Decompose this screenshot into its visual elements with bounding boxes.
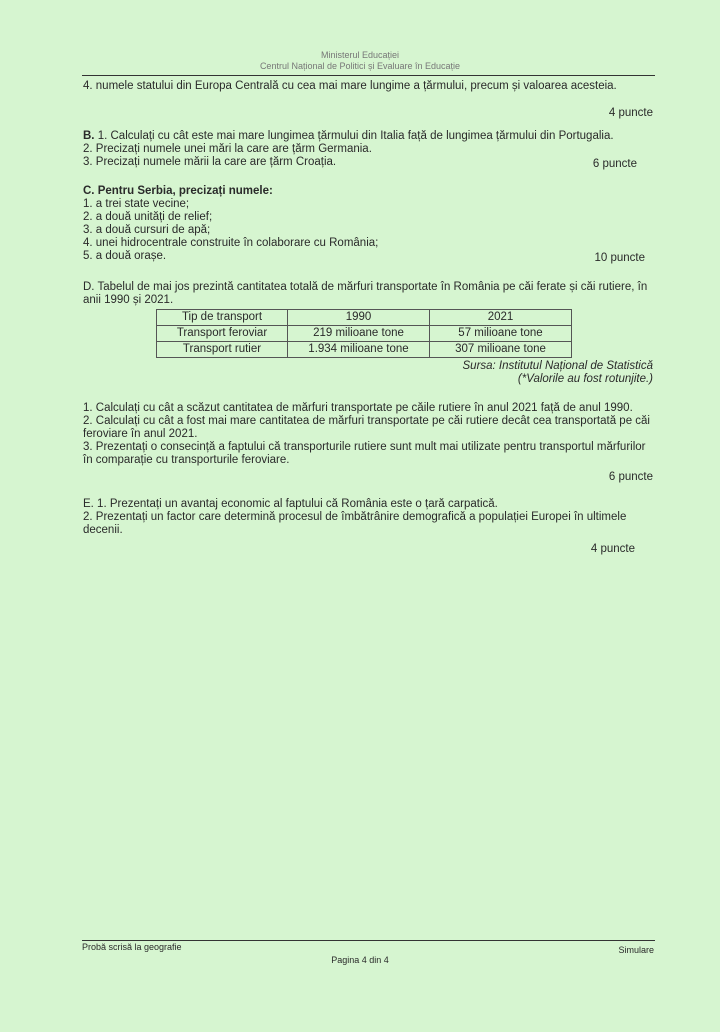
table-header-row <box>157 310 572 326</box>
table-row <box>157 342 572 358</box>
section-c-item-5: 5. a două orașe. 10 puncte <box>83 250 645 264</box>
header-divider <box>82 75 655 76</box>
section-b-letter: B. <box>83 130 95 142</box>
section-b-points: 6 puncte <box>592 158 637 170</box>
section-c-item-3: 3. a două cursuri de apă; <box>83 224 211 236</box>
section-b-q2: 2. Precizați numele unei mări la care are țărm Germania. <box>83 143 372 155</box>
section-d-q3: 3. Prezentați o consecință a faptului că transporturile rutiere sunt mult mai utilizate pentru transportul mărfurilor în comparație cu transporturile feroviare. <box>83 441 646 466</box>
footer-session: Simulare <box>618 945 654 955</box>
table-cell: 1.934 milioane tone <box>288 342 430 358</box>
section-d-intro: D. Tabelul de mai jos prezintă cantitatea totală de mărfuri transportate în România pe căi ferate și căi rutiere, în anii 1990 și 2021. <box>83 281 648 306</box>
section-d-q1: 1. Calculați cu cât a scăzut cantitatea de mărfuri transportate pe căile rutiere în anul 2021 față de anul 1990. <box>83 402 633 414</box>
section-e-points: 4 puncte <box>590 543 635 555</box>
section-c-points: 10 puncte <box>594 252 645 264</box>
section-b-q1: B. 1. Calculați cu cât este mai mare lungimea țărmului din Italia față de lungimea țărmului din Portugalia. <box>83 130 614 142</box>
section-b-q3: 3. Precizați numele mării la care are țărm Croația. 6 puncte <box>83 156 637 170</box>
section-c <box>83 185 653 263</box>
page-number: Pagina 4 din 4 <box>331 955 389 965</box>
table-note: (*Valorile au fost rotunjite.) <box>517 373 653 385</box>
table-source: Sursa: Institutul Național de Statistică <box>462 360 653 372</box>
section-a <box>83 80 653 120</box>
page-header <box>0 50 720 72</box>
section-c-item-4: 4. unei hidrocentrale construite în colaborare cu România; <box>83 237 379 249</box>
table-cell: 219 milioane tone <box>288 326 430 342</box>
section-c-item-1: 1. a trei state vecine; <box>83 198 190 210</box>
table-cell: 307 milioane tone <box>430 342 572 358</box>
footer-divider <box>82 940 655 941</box>
section-e <box>83 498 653 556</box>
section-d-points: 6 puncte <box>608 471 653 483</box>
exam-content <box>83 80 653 556</box>
section-c-item-2: 2. a două unități de relief; <box>83 211 213 223</box>
section-a-item-4: 4. numele statului din Europa Centrală cu cea mai mare lungime a țărmului, precum și valoarea acesteia. <box>83 80 617 92</box>
section-d-q2: 2. Calculați cu cât a fost mai mare cantitatea de mărfuri transportate pe căi rutiere decât cea transportată pe căi feroviare în anul 2021. <box>83 415 650 440</box>
section-a-points: 4 puncte <box>608 107 653 119</box>
table-cell: Transport rutier <box>157 342 288 358</box>
table-row <box>157 326 572 342</box>
table-header-cell: 2021 <box>430 310 572 326</box>
table-header-cell: Tip de transport <box>157 310 288 326</box>
section-e-q1: E. 1. Prezentați un avantaj economic al faptului că România este o țară carpatică. <box>83 498 498 510</box>
table-header-cell: 1990 <box>288 310 430 326</box>
header-ministry: Ministerul Educației <box>320 50 400 60</box>
section-d <box>83 281 653 484</box>
transport-table <box>156 309 572 358</box>
header-center: Centrul Național de Politici și Evaluare în Educație <box>259 61 461 71</box>
footer-subject: Probă scrisă la geografie <box>82 942 182 952</box>
table-cell: Transport feroviar <box>157 326 288 342</box>
section-e-q2: 2. Prezentați un factor care determină procesul de îmbătrânire demografică a populației Europei în ultimele decenii. <box>83 511 627 536</box>
table-cell: 57 milioane tone <box>430 326 572 342</box>
section-b <box>83 130 653 169</box>
section-c-intro: C. Pentru Serbia, precizați numele: <box>83 185 273 197</box>
